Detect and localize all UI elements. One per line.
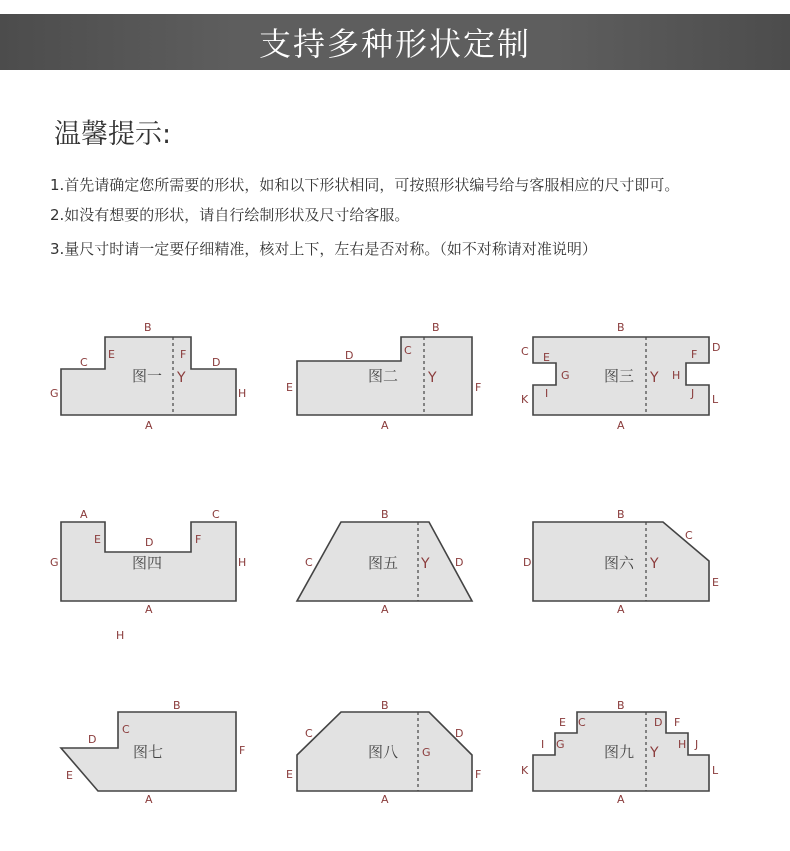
shape-9-label-K: K xyxy=(521,764,529,777)
shape-2-label-F: F xyxy=(475,381,482,394)
shape-4-label-C: C xyxy=(212,508,220,521)
shape-2 xyxy=(286,321,481,432)
shape-7-name: 图七 xyxy=(133,743,164,761)
shape-9-label-L: L xyxy=(712,764,719,777)
shape-2-label-A: A xyxy=(381,419,389,432)
shape-9-label-H: H xyxy=(678,738,687,751)
shape-4-label-H: H xyxy=(238,556,247,569)
shape-9-label-E: E xyxy=(559,716,566,729)
shape-6-label-E: E xyxy=(712,576,719,589)
shape-7-label-B: B xyxy=(173,699,181,712)
shape-4 xyxy=(50,508,246,642)
shape-5-name: 图五 xyxy=(368,554,399,572)
shape-6-label-B: B xyxy=(617,508,625,521)
shape-5-label-B: B xyxy=(381,508,389,521)
shape-6-label-D: D xyxy=(523,556,532,569)
shape-6 xyxy=(523,508,719,616)
shape-2-name: 图二 xyxy=(368,367,399,385)
shape-9-label-Y: Y xyxy=(650,745,659,761)
shape-4-name: 图四 xyxy=(132,554,163,572)
tip-3: 3.量尺寸时请一定要仔细精准，核对上下，左右是否对称。（如不对称请对准说明） xyxy=(50,240,597,258)
shape-8-label-A: A xyxy=(381,793,389,806)
shape-9-label-G: G xyxy=(556,738,565,751)
shape-1-label-H: H xyxy=(238,387,247,400)
shape-2-label-D: D xyxy=(345,349,354,362)
tip-1: 1.首先请确定您所需要的形状，如和以下形状相同，可按照形状编号给与客服相应的尺寸即可。 xyxy=(50,176,680,194)
shape-4-label-G: G xyxy=(50,556,59,569)
shape-1-label-E: E xyxy=(108,348,115,361)
shape-5 xyxy=(297,508,472,616)
shape-9-label-J: J xyxy=(695,738,699,751)
shape-3-label-A: A xyxy=(617,419,625,432)
shape-8-name: 图八 xyxy=(368,743,399,761)
shape-1-label-F: F xyxy=(180,348,187,361)
shape-1-label-B: B xyxy=(144,321,152,334)
shape-3-name: 图三 xyxy=(604,367,635,385)
shape-1 xyxy=(50,321,246,432)
shape-2-label-E: E xyxy=(286,381,293,394)
shape-1-label-D: D xyxy=(212,356,221,369)
shape-4-label-B: A xyxy=(80,508,88,521)
shape-8-label-C: C xyxy=(305,727,313,740)
shape-8-label-B: B xyxy=(381,699,389,712)
tips-heading: 温馨提示: xyxy=(54,119,172,150)
shape-3-label-G: G xyxy=(561,369,570,382)
shape-1-label-Y: Y xyxy=(177,370,186,386)
shape-2-label-Y: Y xyxy=(428,370,437,386)
shape-8-label-G: G xyxy=(422,746,431,759)
shape-3-label-B: B xyxy=(617,321,625,334)
shape-8-label-D: D xyxy=(455,727,464,740)
shape-3-label-L: L xyxy=(712,393,719,406)
shape-9-label-C: C xyxy=(578,716,586,729)
shape-1-name: 图一 xyxy=(132,367,163,385)
shape-3 xyxy=(521,321,720,432)
shape-9 xyxy=(521,699,719,806)
shape-5-label-D: D xyxy=(455,556,464,569)
shape-5-label-Y: Y xyxy=(421,556,430,572)
shape-4-label-F: F xyxy=(195,533,202,546)
shape-7-label-E: E xyxy=(66,769,73,782)
shape-6-label-C: C xyxy=(685,529,693,542)
stray-label-H: H xyxy=(116,629,125,642)
tip-2: 2.如没有想要的形状，请自行绘制形状及尺寸给客服。 xyxy=(50,206,410,224)
shape-9-label-I: I xyxy=(541,738,545,751)
shape-4-label-E: E xyxy=(94,533,101,546)
shape-1-label-A: A xyxy=(145,419,153,432)
banner-title: 支持多种形状定制 xyxy=(258,25,531,63)
shape-1-label-G: G xyxy=(50,387,59,400)
shape-6-label-A: A xyxy=(617,603,625,616)
shape-1-label-C: C xyxy=(80,356,88,369)
shape-8-label-E: E xyxy=(286,768,293,781)
shape-2-label-C: C xyxy=(404,344,412,357)
shape-3-label-D: D xyxy=(712,341,721,354)
shape-3-label-I: I xyxy=(545,387,549,400)
shape-2-label-B: B xyxy=(432,321,440,334)
shape-3-label-C: C xyxy=(521,345,529,358)
shape-6-label-Y: Y xyxy=(650,556,659,572)
shape-4-label-D: D xyxy=(145,536,154,549)
shape-7-label-D: D xyxy=(88,733,97,746)
shape-3-label-J: J xyxy=(691,387,695,400)
shape-3-label-E: E xyxy=(543,351,550,364)
shape-3-label-Y: Y xyxy=(650,370,659,386)
shape-3-label-H: H xyxy=(672,369,681,382)
shape-7 xyxy=(61,699,245,806)
shape-7-label-A: A xyxy=(145,793,153,806)
shape-5-label-C: C xyxy=(305,556,313,569)
shape-9-label-F: F xyxy=(674,716,681,729)
shape-4-label-A: A xyxy=(145,603,153,616)
shape-9-label-A: A xyxy=(617,793,625,806)
shape-3-label-F: F xyxy=(691,348,698,361)
shape-7-label-C: C xyxy=(122,723,130,736)
shape-8 xyxy=(286,699,481,806)
shape-9-label-B: B xyxy=(617,699,625,712)
shape-5-label-A: A xyxy=(381,603,389,616)
shape-6-name: 图六 xyxy=(604,554,635,572)
shape-7-label-F: F xyxy=(239,744,246,757)
shape-3-label-K: K xyxy=(521,393,529,406)
shape-9-name: 图九 xyxy=(604,743,635,761)
shape-8-label-F: F xyxy=(475,768,482,781)
shape-9-label-D: D xyxy=(654,716,663,729)
